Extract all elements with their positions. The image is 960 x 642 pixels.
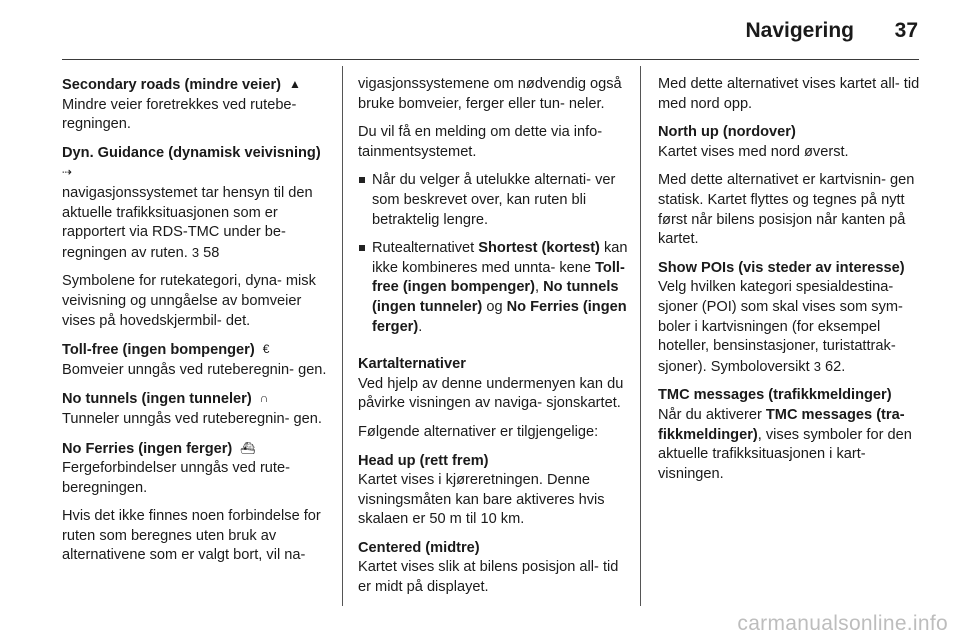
page-ref-arrow-icon: 3 — [813, 358, 821, 374]
list-item — [358, 239, 628, 337]
text-show-pois — [658, 278, 926, 377]
text-no-connection: Hvis det ikke finnes noen forbindelse for ruten som beregnes uten bruk av alternativene som er valgt bort, vil na- — [62, 508, 321, 564]
column-3 — [658, 75, 926, 484]
page-ref-arrow-icon: 3 — [191, 244, 200, 260]
page-title: Navigering — [745, 19, 854, 42]
heading-show-pois: Show POIs (vis steder av interesse) — [658, 259, 905, 276]
block-no-tunnels — [62, 389, 330, 410]
column-2 — [358, 75, 628, 598]
heading-no-tunnels: No tunnels (ingen tunneler) — [62, 391, 252, 408]
heading-no-ferries: No Ferries (ingen ferger) — [62, 440, 233, 457]
block-secondary-roads — [62, 75, 330, 96]
text-centered: Kartet vises slik at bilens posisjon all- tid er midt på displayet. — [358, 559, 619, 596]
bullet-text: , — [534, 279, 540, 296]
dyn-guidance-icon: ⇢ — [62, 165, 73, 180]
text-toll-free: Bomveier unngås ved ruteberegnin- gen. — [62, 361, 327, 378]
text-infotainment: Du vil få en melding om dette via info- tainmentsystemet. — [358, 124, 603, 160]
text-north-up: Kartet vises med nord øverst. — [658, 143, 849, 160]
column-1 — [62, 75, 330, 566]
option-no-ferries: No Ferries (ingen ferger) — [372, 298, 627, 335]
text-continued: vigasjonssystemene om nødvendig også bruke bomveier, ferger eller tun- neler. — [358, 76, 622, 112]
text-show-pois-body: Velg hvilken kategori spesialdestina- sjoner (POI) som skal vises som sym- boler i kartvisningen (for eksempel hoteller, bensinstasjoner, turistattrak- sjoner). Symboloversikt — [658, 279, 903, 375]
heading-toll-free: Toll-free (ingen bompenger) — [62, 342, 255, 359]
page-number: 37 — [894, 19, 918, 42]
text-available-options: Følgende alternativer er tilgjengelige: — [358, 423, 599, 440]
bullet-text: Rutealternativet — [372, 240, 475, 257]
heading-centered: Centered (midtre) — [358, 539, 480, 556]
bullet-text: . — [418, 318, 423, 335]
text-symbols: Symbolene for rutekategori, dyna- misk veivisning og unngåelse av bomveier vises på hovedskjermbil- det. — [62, 273, 316, 329]
text-tmc-messages — [658, 406, 926, 484]
header-rule — [62, 59, 919, 60]
list-item — [358, 171, 628, 230]
text-map-options: Ved hjelp av denne undermenyen kan du påvirke visningen av naviga- sjonskartet. — [358, 375, 624, 412]
text-north-always: Med dette alternativet vises kartet all- tid med nord opp. — [658, 76, 920, 112]
bullet-text: og — [486, 298, 503, 315]
text-dyn-guidance — [62, 184, 330, 263]
watermark: carmanualsonline.info — [737, 612, 948, 635]
text-dyn-guidance-body: navigasjonssystemet tar hensyn til den aktuelle trafikksituasjonen som er rapportert via RDS-TMC under be- regningen av ruten. — [62, 184, 313, 261]
column-divider-1 — [342, 66, 343, 606]
bullet-text: kan ikke kombineres med unnta- kene — [372, 240, 628, 276]
option-tmc-messages: TMC messages (tra- fikkmeldinger) — [658, 406, 905, 443]
block-no-ferries — [62, 439, 330, 460]
toll-free-icon: € — [262, 342, 270, 357]
page-ref-62[interactable]: 62. — [825, 358, 846, 375]
option-toll-free: Toll-free (ingen bompenger) — [372, 259, 625, 296]
text-tmc-body: Når du aktiverer — [658, 406, 762, 423]
text-static-map: Med dette alternativet er kartvisnin- gen statisk. Kartet flyttes og tegnes på nytt først når bilens posisjon når kanten på kartet. — [658, 172, 915, 248]
secondary-roads-icon: ▲ — [289, 77, 301, 91]
page-header — [0, 0, 960, 60]
heading-north-up: North up (nordover) — [658, 124, 796, 141]
section-heading-map-options: Kartalternativer — [358, 356, 466, 373]
block-toll-free — [62, 340, 330, 361]
text-head-up: Kartet vises i kjøreretningen. Denne visningsmåten kan bare aktiveres hvis skalaen er 50 m til 10 km. — [358, 472, 605, 528]
page-ref-58[interactable]: 58 — [203, 244, 220, 261]
no-tunnels-icon: ∩ — [259, 391, 269, 406]
bullet-text: Når du velger å utelukke alternati- ver som beskrevet over, kan ruten bli betraktelig lengre. — [372, 172, 616, 228]
bullet-icon — [359, 177, 365, 183]
column-divider-2 — [640, 66, 641, 606]
dyn-guidance-icon-row — [62, 163, 330, 184]
option-shortest: Shortest (kortest) — [478, 240, 600, 257]
bullet-icon — [359, 245, 365, 251]
text-tmc-body: , vises symboler for den aktuelle trafikksituasjonen i kart- visningen. — [658, 426, 912, 482]
text-no-ferries: Fergeforbindelser unngås ved rute- beregningen. — [62, 460, 290, 496]
no-ferries-icon: ⛴ — [240, 440, 256, 455]
heading-secondary-roads: Secondary roads (mindre veier) — [62, 77, 281, 93]
text-secondary-roads: Mindre veier foretrekkes ved rutebe- regningen. — [62, 96, 297, 133]
text-no-tunnels: Tunneler unngås ved ruteberegnin- gen. — [62, 410, 322, 427]
heading-dyn-guidance: Dyn. Guidance (dynamisk veivisning) — [62, 144, 321, 161]
heading-head-up: Head up (rett frem) — [358, 452, 489, 469]
option-no-tunnels: No tunnels (ingen tunneler) — [372, 279, 619, 315]
heading-tmc-messages: TMC messages (trafikkmeldinger) — [658, 387, 892, 404]
